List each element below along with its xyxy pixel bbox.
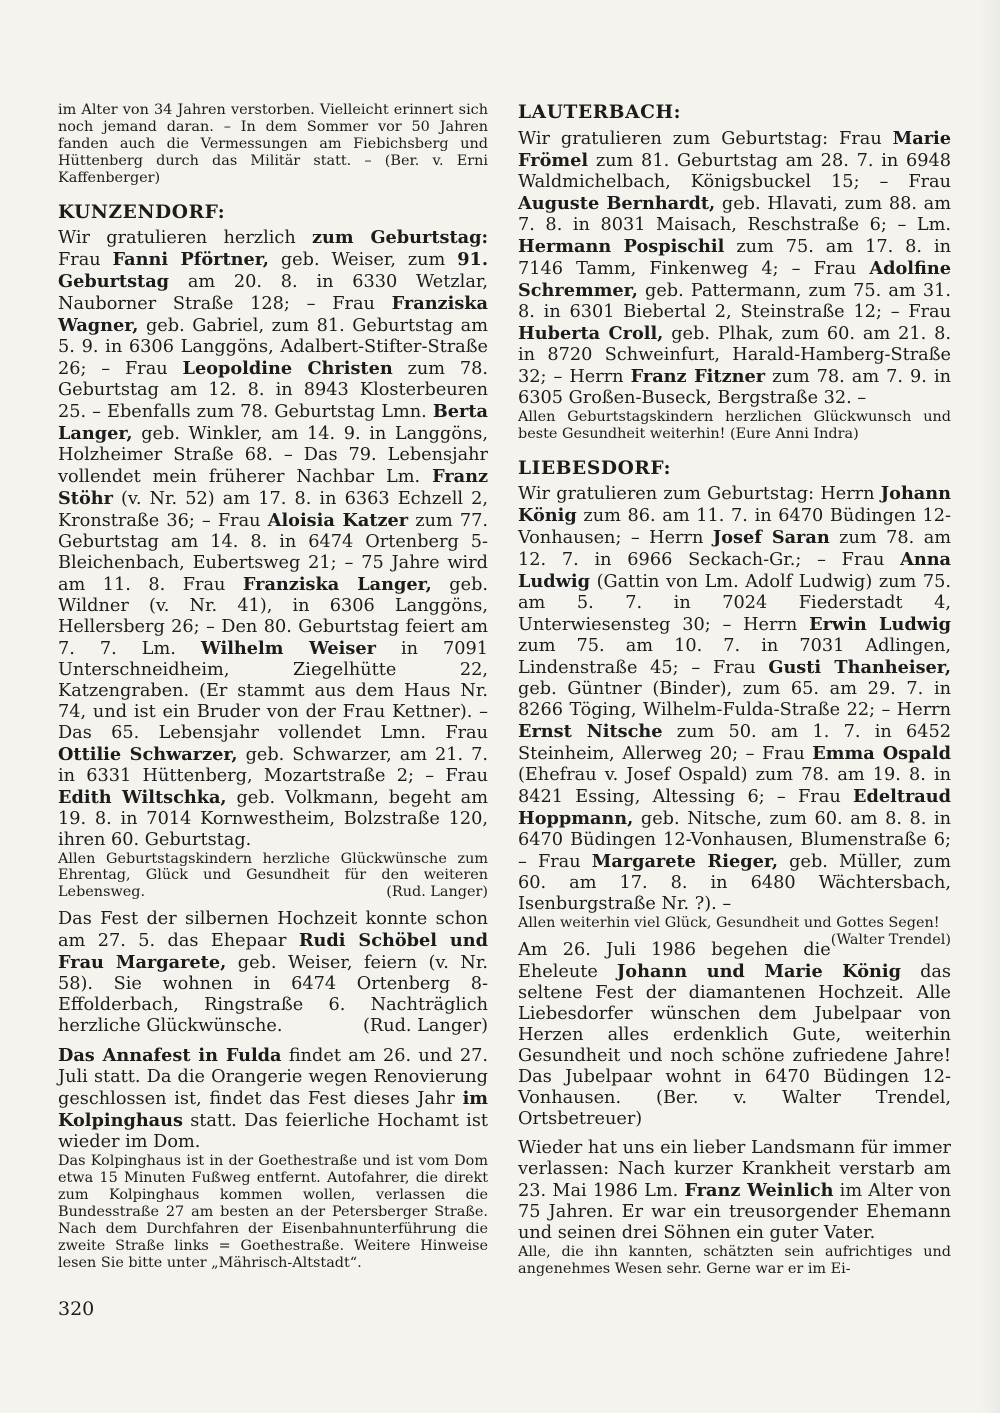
diamond-wedding-paragraph: Am 26. Juli 1986 begehen die Eheleute Johann und Marie König das seltene Fest der diamantenen Hochzeit. Alle Liebesdorfer wünschen dem Jubelpaar von Herzen alles erdenklich Gute, weiterhin Gesundheit und noch schöne zufriedene Jahre! Das Jubelpaar wohnt in 6470 Büdingen 12-Vonhausen. (Ber. v. Walter Trendel, Ortsbetreuer) bbox=[518, 939, 952, 1129]
section-heading-liebesdorf: LIEBESDORF: bbox=[518, 457, 672, 479]
obituary-paragraph: Wieder hat uns ein lieber Landsmann für immer verlassen: Nach kurzer Krankheit verstarb am 23. Mai 1986 Lm. Franz Weinlich im Alter von 75 Jahren. Er war ein treusorgender Ehemann und seinen drei Söhnen ein guter Vater. bbox=[518, 1137, 952, 1243]
kunzendorf-wishes: Allen Geburtstagskindern herzliche Glückwünsche zum Ehrentag, Glück und Gesundheit für den weiteren Lebensweg. (Rud. Langer) bbox=[58, 850, 488, 901]
section-heading-lauterbach: LAUTERBACH: bbox=[518, 102, 682, 123]
lauterbach-paragraph: Wir gratulieren zum Geburtstag: Frau Marie Frömel zum 81. Geburtstag am 28. 7. in 6948 Waldmichelbach, Königsbuckel 15; – Frau Auguste Bernhardt, geb. Hlavati, zum 88. am 7. 8. in 8031 Maisach, Reschstraße 6; – Lm. Hermann Pospischil zum 75. am 17. 8. in 7146 Tamm, Finkenweg 4; – Frau Adolfine Schremmer, geb. Pattermann, zum 75. am 31. 8. in 6301 Biebertal 2, Steinstraße 12; – Frau Huberta Croll, geb. Plhak, zum 60. am 21. 8. in 8720 Schweinfurt, Harald-Hamberg-Straße 32; – Herrn Franz Fitzner zum 78. am 7. 9. in 6305 Großen-Buseck, Bergstraße 32. – bbox=[518, 128, 952, 408]
liebesdorf-credit: (Walter Trendel) bbox=[830, 931, 951, 948]
intro-paragraph: im Alter von 34 Jahren verstorben. Vielleicht erinnert sich noch jemand daran. – In dem Sommer vor 50 Jahren fanden auch die Vermessungen am Fiebichsberg und Hüttenberg durch das Militär statt. – (Ber. v. Erni Kaffenberger) bbox=[58, 102, 488, 186]
silver-wedding-paragraph: Das Fest der silbernen Hochzeit konnte schon am 27. 5. das Ehepaar Rudi Schöbel und Frau Margarete, geb. Weiser, feiern (v. Nr. 58). Sie wohnen in 6474 Ortenberg 8-Effolderbach, Ringstraße 6. Nachträglich herzliche Glückwünsche. (Rud. Langer) bbox=[58, 909, 488, 1037]
page-number: 320 bbox=[58, 1298, 95, 1320]
left-column bbox=[58, 102, 488, 1272]
annafest-paragraph: Das Annafest in Fulda findet am 26. und 27. Juli statt. Da die Orangerie wegen Renovierung geschlossen ist, findet das Fest dieses Jahr im Kolpinghaus statt. Das feierliche Hochamt ist wieder im Dom. bbox=[58, 1045, 489, 1153]
liebesdorf-wishes: Allen weiterhin viel Glück, Gesundheit und Gottes Segen! (Walter Trendel) bbox=[518, 914, 951, 948]
scan-edge-shadow bbox=[980, 0, 1000, 1413]
right-column bbox=[518, 102, 951, 1278]
silver-wedding-credit: (Rud. Langer) bbox=[362, 1016, 488, 1037]
obituary-continuation: Alle, die ihn kannten, schätzten sein aufrichtiges und angenehmes Wesen sehr. Gerne war er im Ei- bbox=[518, 1243, 951, 1277]
liebesdorf-paragraph: Wir gratulieren zum Geburtstag: Herrn Johann König zum 86. am 11. 7. in 6470 Büdingen 12-Vonhausen; – Herrn Josef Saran zum 78. am 12. 7. in 6966 Seckach-Gr.; – Frau Anna Ludwig (Gattin von Lm. Adolf Ludwig) zum 75. am 5. 7. in 7024 Fiederstadt 4, Unterwiesensteg 30; – Herrn Erwin Ludwig zum 75. am 10. 7. in 7031 Adlingen, Lindenstraße 45; – Frau Gusti Thanheiser, geb. Güntner (Binder), zum 65. am 29. 7. in 8266 Töging, Wilhelm-Fulda-Straße 22; – Herrn Ernst Nitsche zum 50. am 1. 7. in 6452 Steinheim, Allerweg 20; – Frau Emma Ospald (Ehefrau v. Josef Ospald) zum 78. am 19. 8. in 8421 Essing, Altessing 6; – Frau Edeltraud Hoppmann, geb. Nitsche, zum 60. am 8. 8. in 6470 Büdingen 12-Vonhausen, Blumenstraße 6; – Frau Margarete Rieger, geb. Müller, zum 60. am 17. 8. in 6480 Wächtersbach, Isenburgstraße Nr. ?). – bbox=[518, 482, 952, 914]
section-heading-kunzendorf: KUNZENDORF: bbox=[58, 201, 226, 223]
lauterbach-wishes: Allen Geburtstagskindern herzlichen Glückwunsch und beste Gesundheit weiterhin! (Eure Anni Indra) bbox=[518, 409, 951, 442]
kolpinghaus-directions: Das Kolpinghaus ist in der Goethestraße und ist vom Dom etwa 15 Minuten Fußweg entfernt. Autofahrer, die direkt zum Kolpinghaus kommen wollen, verlassen die Bundesstraße 27 am besten an der Petersberger Straße. Nach dem Durchfahren der Eisenbahnunterführung die zweite Straße links = Goethestraße. Weitere Hinweise lesen Sie bitte unter „Mährisch-Altstadt“. bbox=[58, 1153, 488, 1271]
kunzendorf-credit: (Rud. Langer) bbox=[386, 884, 488, 901]
kunzendorf-paragraph: Wir gratulieren herzlich zum Geburtstag: Frau Fanni Pförtner, geb. Weiser, zum 91. Geburtstag am 20. 8. in 6330 Wetzlar, Nauborner Straße 128; – Frau Franziska Wagner, geb. Gabriel, zum 81. Geburtstag am 5. 9. in 6306 Langgöns, Adalbert-Stifter-Straße 26; – Frau Leopoldine Christen zum 78. Geburtstag am 12. 8. in 8943 Klosterbeuren 25. – Ebenfalls zum 78. Geburtstag Lmn. Berta Langer, geb. Winkler, am 14. 9. in Langgöns, Holzheimer Straße 68. – Das 79. Lebensjahr vollendet mein früherer Nachbar Lm. Franz Stöhr (v. Nr. 52) am 17. 8. in 6363 Echzell 2, Kronstraße 36; – Frau Aloisia Katzer zum 77. Geburtstag am 14. 8. in 6474 Ortenberg 5-Bleichenbach, Eubertsweg 21; – 75 Jahre wird am 11. 8. Frau Franziska Langer, geb. Wildner (v. Nr. 41), in 6306 Langgöns, Hellersberg 26; – Den 80. Geburtstag feiert am 7. 7. Lm. Wilhelm Weiser in 7091 Unterschneidheim, Ziegelhütte 22, Katzengraben. (Er stammt aus dem Haus Nr. 74, und ist ein Bruder von der Frau Kettner). – Das 65. Lebensjahr vollendet Lmn. Frau Ottilie Schwarzer, geb. Schwarzer, am 21. 7. in 6331 Hüttenberg, Mozartstraße 2; – Frau Edith Wiltschka, geb. Volkmann, begeht am 19. 8. in 7014 Kornwestheim, Bolzstraße 120, ihren 60. Geburtstag. bbox=[58, 226, 489, 850]
